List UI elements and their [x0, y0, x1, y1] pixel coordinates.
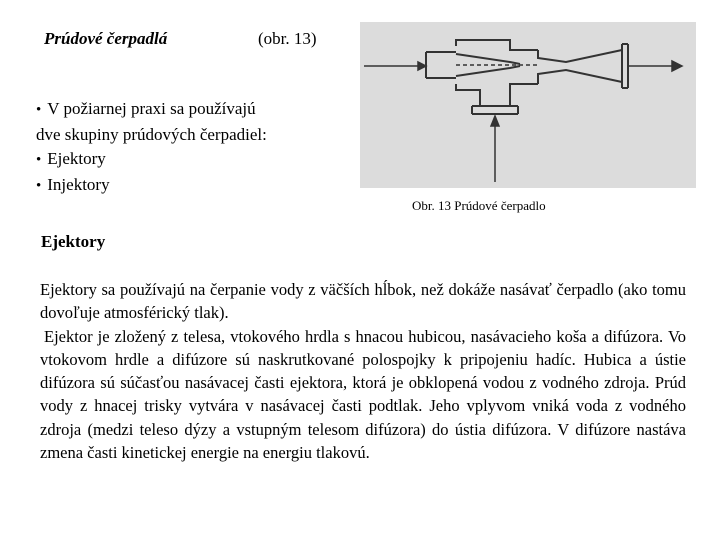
jet-pump-diagram [360, 22, 696, 188]
intro-line-1: • V požiarnej praxi sa používajú [36, 97, 267, 123]
figure-reference: (obr. 13) [258, 29, 317, 48]
bullet-injektory: • Injektory [36, 173, 267, 199]
intro-text [36, 97, 267, 198]
paragraph-1: Ejektory sa používajú na čerpanie vody z väčších hĺbok, než dokáže nasávať čerpadlo (ako tomu dovoľuje atmosférický tlak). [40, 280, 686, 323]
section-body [40, 278, 686, 464]
diagram-background [360, 22, 696, 188]
page-title: Prúdové čerpadlá [44, 29, 168, 48]
paragraph-2: Ejektor je zložený z telesa, vtokového hrdla s hnacou hubicou, nasávacieho koša a difúzora. Vo vtokovom hrdle a difúzore sú naskrutkované polospojky k pripojeniu hadíc. Hubica a ústie difúzora sú súčasťou nasávacej časti ejektora, ktorá je obklopená vodou z vodného zdroja. Prúd vody z hnacej trisky vytvára v nasávacej časti podtlak. Jeho vplyvom vniká voda z vodného zdroja (medzi teleso dýzy a vstupným telesom difúzora) do ústia difúzora. V difúzore nastáva zmena časti kinetickej energie na energiu tlakovú. [40, 326, 686, 463]
bullet-ejektory: • Ejektory [36, 147, 267, 173]
intro-line-2: dve skupiny prúdových čerpadiel: [36, 124, 267, 144]
figure-caption: Obr. 13 Prúdové čerpadlo [412, 198, 546, 213]
section-heading: Ejektory [41, 232, 106, 251]
